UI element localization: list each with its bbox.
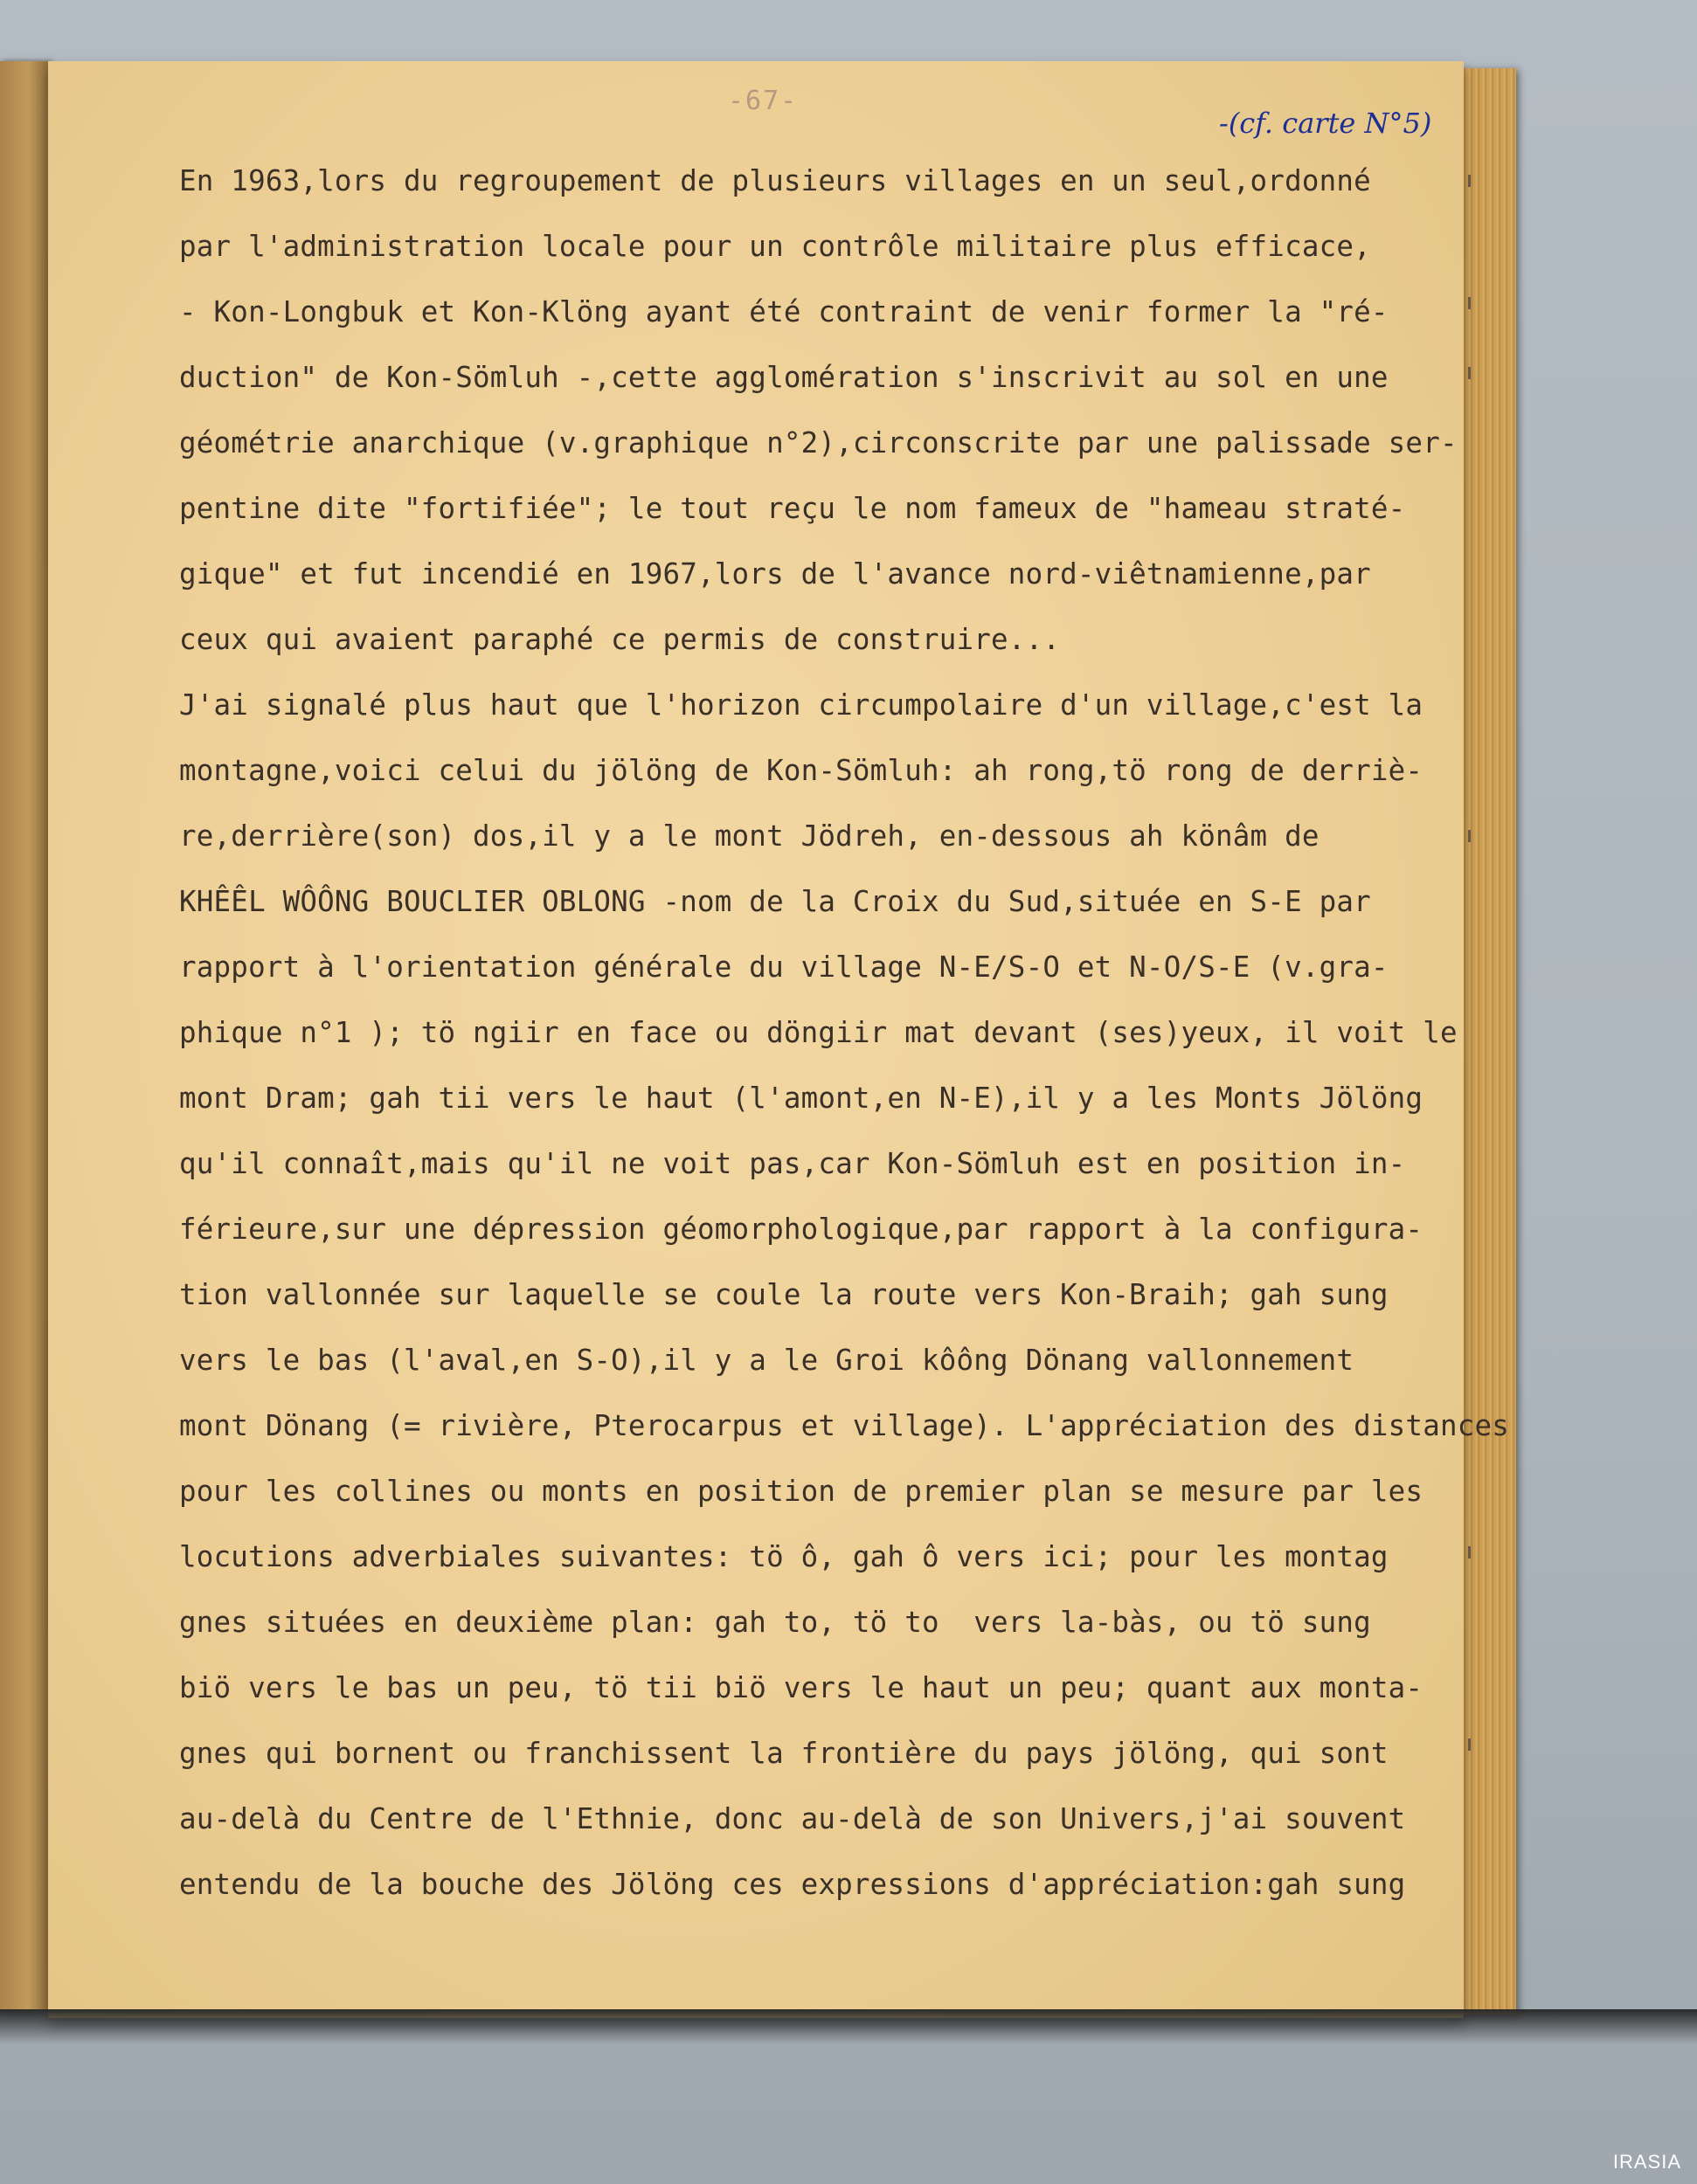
text-line: férieure,sur une dépression géomorphologique,par rapport à la configura- [179,1213,1423,1246]
margin-mark [1468,297,1471,309]
text-line: gique" et fut incendié en 1967,lors de l'avance nord-viêtnamienne,par [179,557,1371,591]
text-line: tion vallonnée sur laquelle se coule la route vers Kon-Braih; gah sung [179,1278,1389,1311]
text-line: par l'administration locale pour un contrôle militaire plus efficace, [179,230,1371,263]
handwritten-map-reference: -(cf. carte N°5) [1219,107,1432,140]
page-number: -67- [728,86,799,116]
page-bottom-shadow [0,2009,1697,2044]
text-line: mont Dram; gah tii vers le haut (l'amont,en N-E),il y a les Monts Jölöng [179,1082,1423,1115]
margin-mark [1468,1738,1471,1751]
margin-mark [1468,1546,1471,1559]
text-line: re,derrière(son) dos,il y a le mont Jödreh, en-dessous ah könâm de [179,819,1320,853]
typed-text-body [179,149,1510,1918]
text-line: KHÊÊL WÔÔNG BOUCLIER OBLONG -nom de la Croix du Sud,située en S-E par [179,885,1371,918]
text-line: géométrie anarchique (v.graphique n°2),circonscrite par une palissade ser- [179,426,1458,460]
text-line: entendu de la bouche des Jölöng ces expressions d'appréciation:gah sung [179,1868,1406,1901]
text-line: - Kon-Longbuk et Kon-Klöng ayant été contraint de venir former la "ré- [179,295,1389,328]
text-line: vers le bas (l'aval,en S-O),il y a le Groi kôông Dönang vallonnement [179,1344,1354,1377]
left-book-cover [0,61,51,2009]
margin-mark [1468,830,1471,842]
text-line: rapport à l'orientation générale du village N-E/S-O et N-O/S-E (v.gra- [179,950,1389,984]
text-line: En 1963,lors du regroupement de plusieurs villages en un seul,ordonné [179,164,1371,197]
text-line: qu'il connaît,mais qu'il ne voit pas,car Kon-Sömluh est en position in- [179,1147,1406,1180]
text-line: gnes situées en deuxième plan: gah to, tö to vers la-bàs, ou tö sung [179,1606,1371,1639]
text-line: gnes qui bornent ou franchissent la frontière du pays jölöng, qui sont [179,1737,1389,1770]
archive-watermark: IRASIA [1612,2151,1681,2173]
text-line: locutions adverbiales suivantes: tö ô, gah ô vers ici; pour les montag [179,1540,1389,1573]
text-line: montagne,voici celui du jölöng de Kon-Sömluh: ah rong,tö rong de derriè- [179,754,1423,787]
text-line: duction" de Kon-Sömluh -,cette agglomération s'inscrivit au sol en une [179,361,1389,394]
text-line: phique n°1 ); tö ngiir en face ou döngiir mat devant (ses)yeux, il voit le [179,1016,1458,1049]
margin-mark [1468,175,1471,187]
document-page [48,61,1510,2018]
text-line: ceux qui avaient paraphé ce permis de construire... [179,623,1061,656]
margin-mark [1468,367,1471,379]
text-line: au-delà du Centre de l'Ethnie, donc au-delà de son Univers,j'ai souvent [179,1802,1406,1835]
text-line: J'ai signalé plus haut que l'horizon circumpolaire d'un village,c'est la [179,688,1423,722]
text-line: pour les collines ou monts en position de premier plan se mesure par les [179,1475,1423,1508]
text-line: pentine dite "fortifiée"; le tout reçu le nom fameux de "hameau straté- [179,492,1406,525]
text-line: biö vers le bas un peu, tö tii biö vers le haut un peu; quant aux monta- [179,1671,1423,1704]
text-line: mont Dönang (= rivière, Pterocarpus et village). L'appréciation des distances [179,1409,1510,1442]
